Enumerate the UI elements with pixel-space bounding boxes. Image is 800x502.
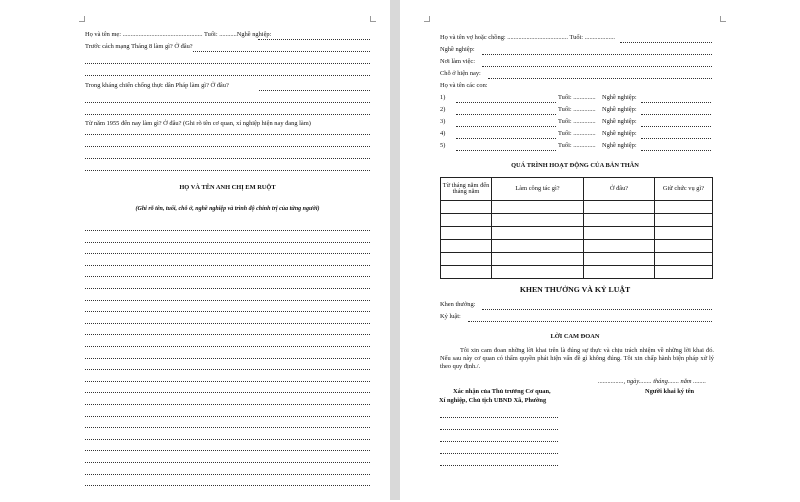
answer-line bbox=[85, 416, 370, 417]
date-line: ................, ngày........ tháng....... năm ........ bbox=[598, 378, 706, 385]
form-page-left bbox=[85, 22, 370, 502]
answer-line bbox=[85, 358, 370, 359]
answer-line bbox=[85, 427, 370, 428]
table-cell[interactable] bbox=[655, 266, 713, 279]
answer-line bbox=[85, 381, 370, 382]
workplace-label: Nơi làm việc: bbox=[440, 58, 475, 65]
table-cell[interactable] bbox=[655, 253, 713, 266]
certifier-line-2: Xí nghiệp, Chủ tịch UBND Xã, Phường bbox=[439, 397, 547, 404]
table-header-row bbox=[441, 178, 713, 201]
answer-line bbox=[85, 63, 370, 64]
answer-line bbox=[85, 462, 370, 463]
child-name-line bbox=[456, 150, 556, 151]
child-job-line bbox=[641, 102, 711, 103]
child-job: Nghề nghiệp: bbox=[602, 94, 637, 101]
child-row bbox=[430, 119, 720, 129]
child-age: Tuổi: .............. bbox=[558, 94, 596, 101]
child-name-line bbox=[456, 102, 556, 103]
child-row bbox=[430, 95, 720, 105]
child-name-line bbox=[456, 126, 556, 127]
table-cell[interactable] bbox=[492, 240, 584, 253]
table-cell[interactable] bbox=[584, 227, 655, 240]
answer-line bbox=[85, 392, 370, 393]
answer-line bbox=[85, 75, 370, 76]
siblings-title: HỌ VÀ TÊN ANH CHỊ EM RUỘT bbox=[179, 184, 276, 191]
occupation-label: Nghề nghiệp: bbox=[440, 46, 475, 53]
question-before-august: Trước cách mạng Tháng 8 làm gì? Ở đâu? bbox=[85, 43, 193, 50]
mother-line: Họ và tên mẹ: .................................................. Tuổi: ...........Nghề nghiệp: bbox=[85, 31, 272, 38]
answer-line bbox=[85, 346, 370, 347]
child-age: Tuổi: .............. bbox=[558, 118, 596, 125]
table-row bbox=[441, 201, 713, 214]
pledge-title: LỜI CAM ĐOAN bbox=[550, 333, 600, 340]
pledge-text: Tôi xin cam đoan những lời khai trên là đúng sự thực và chịu trách nhiệm về những lời khai đó. Nếu sau này cơ quan có thẩm quyền phát hiện vấn đề gì không đúng. Tôi xin chấp hành biện pháp xử lý theo quy định./. bbox=[440, 347, 714, 370]
child-row bbox=[430, 143, 720, 153]
answer-line bbox=[482, 66, 712, 67]
certifier-line bbox=[440, 453, 558, 454]
table-cell[interactable] bbox=[492, 266, 584, 279]
table-cell[interactable] bbox=[492, 227, 584, 240]
question-since-1955: Từ năm 1955 đến nay làm gì? Ở đâu? (Ghi rõ tên cơ quan, xí nghiệp hiện nay đang làm) bbox=[85, 120, 311, 127]
answer-line bbox=[85, 114, 370, 115]
child-row bbox=[430, 107, 720, 117]
activity-title: QUÁ TRÌNH HOẠT ĐỘNG CỦA BẢN THÂN bbox=[511, 162, 639, 169]
child-number: 3) bbox=[440, 118, 446, 125]
table-cell[interactable] bbox=[584, 240, 655, 253]
answer-line bbox=[85, 102, 370, 103]
corner-mark bbox=[79, 16, 85, 22]
child-age: Tuổi: .............. bbox=[558, 142, 596, 149]
child-number: 1) bbox=[440, 94, 446, 101]
table-cell[interactable] bbox=[441, 201, 492, 214]
answer-line bbox=[85, 134, 370, 135]
certifier-line bbox=[440, 417, 558, 418]
answer-line bbox=[85, 230, 370, 231]
discipline-label: Kỷ luật: bbox=[440, 313, 461, 320]
child-name-line bbox=[456, 114, 556, 115]
table-cell[interactable] bbox=[655, 227, 713, 240]
corner-mark bbox=[424, 16, 430, 22]
table-cell[interactable] bbox=[441, 214, 492, 227]
table-row bbox=[441, 227, 713, 240]
child-name-line bbox=[456, 138, 556, 139]
table-row bbox=[441, 214, 713, 227]
certifier-line bbox=[440, 429, 558, 430]
child-job: Nghề nghiệp: bbox=[602, 106, 637, 113]
page-separator bbox=[390, 0, 400, 500]
corner-mark bbox=[370, 16, 376, 22]
question-resistance: Trong kháng chiến chống thực dân Pháp làm gì? Ở đâu? bbox=[85, 82, 229, 89]
child-job: Nghề nghiệp: bbox=[602, 118, 637, 125]
spouse-line: Họ và tên vợ hoặc chồng: ...................................... Tuổi: ................... bbox=[440, 34, 616, 41]
answer-line bbox=[85, 369, 370, 370]
child-number: 2) bbox=[440, 106, 446, 113]
spouse-line-fill bbox=[620, 42, 712, 43]
child-job: Nghề nghiệp: bbox=[602, 142, 637, 149]
table-cell[interactable] bbox=[492, 253, 584, 266]
certifier-line-1: Xác nhận của Thủ trưởng Cơ quan, bbox=[453, 388, 551, 395]
answer-line bbox=[85, 288, 370, 289]
table-cell[interactable] bbox=[441, 227, 492, 240]
children-label: Họ và tên các con: bbox=[440, 82, 488, 89]
answer-line bbox=[85, 265, 370, 266]
table-cell[interactable] bbox=[655, 201, 713, 214]
answer-line bbox=[85, 439, 370, 440]
rewards-title: KHEN THƯỞNG VÀ KỶ LUẬT bbox=[519, 285, 631, 294]
table-row bbox=[441, 266, 713, 279]
answer-line bbox=[85, 146, 370, 147]
answer-line bbox=[85, 158, 370, 159]
child-number: 4) bbox=[440, 130, 446, 137]
answer-line bbox=[85, 485, 370, 486]
answer-line bbox=[482, 309, 712, 310]
answer-line bbox=[85, 334, 370, 335]
answer-line bbox=[259, 90, 370, 91]
siblings-note: (Ghi rõ tên, tuổi, chỗ ở, nghề nghiệp và trình độ chính trị của từng người) bbox=[135, 206, 320, 212]
table-cell[interactable] bbox=[655, 240, 713, 253]
answer-line bbox=[85, 253, 370, 254]
child-job-line bbox=[641, 126, 711, 127]
child-age: Tuổi: .............. bbox=[558, 130, 596, 137]
table-cell[interactable] bbox=[584, 201, 655, 214]
table-cell[interactable] bbox=[655, 214, 713, 227]
table-row bbox=[441, 253, 713, 266]
answer-line bbox=[85, 242, 370, 243]
child-job-line bbox=[641, 138, 711, 139]
activity-table bbox=[440, 177, 713, 279]
answer-line bbox=[85, 323, 370, 324]
child-job-line bbox=[641, 150, 711, 151]
answer-line bbox=[85, 300, 370, 301]
col-period: Từ tháng năm đến tháng năm bbox=[441, 178, 492, 201]
declarant-label: Người khai ký tên bbox=[645, 388, 695, 395]
answer-line bbox=[85, 450, 370, 451]
table-cell[interactable] bbox=[441, 253, 492, 266]
child-job-line bbox=[641, 114, 711, 115]
table-cell[interactable] bbox=[441, 240, 492, 253]
col-place: Ở đâu? bbox=[584, 178, 655, 201]
child-number: 5) bbox=[440, 142, 446, 149]
table-cell[interactable] bbox=[584, 253, 655, 266]
reward-label: Khen thưởng: bbox=[440, 301, 476, 308]
child-job: Nghề nghiệp: bbox=[602, 130, 637, 137]
answer-line bbox=[468, 321, 712, 322]
table-cell[interactable] bbox=[441, 266, 492, 279]
table-cell[interactable] bbox=[492, 214, 584, 227]
answer-line bbox=[85, 276, 370, 277]
table-cell[interactable] bbox=[584, 214, 655, 227]
table-cell[interactable] bbox=[492, 201, 584, 214]
mother-line-fill bbox=[258, 39, 370, 40]
answer-line bbox=[193, 51, 370, 52]
col-work: Làm công tác gì? bbox=[492, 178, 584, 201]
answer-line bbox=[85, 311, 370, 312]
answer-line bbox=[85, 170, 370, 171]
answer-line bbox=[85, 404, 370, 405]
answer-line bbox=[482, 54, 712, 55]
answer-line bbox=[488, 78, 712, 79]
col-position: Giữ chức vụ gì? bbox=[655, 178, 713, 201]
table-cell[interactable] bbox=[584, 266, 655, 279]
child-age: Tuổi: .............. bbox=[558, 106, 596, 113]
table-row bbox=[441, 240, 713, 253]
certifier-line bbox=[440, 441, 558, 442]
form-page-right bbox=[430, 22, 720, 502]
corner-mark bbox=[720, 16, 726, 22]
child-row bbox=[430, 131, 720, 141]
answer-line bbox=[85, 474, 370, 475]
certifier-line bbox=[440, 465, 558, 466]
residence-label: Chỗ ở hiện nay: bbox=[440, 70, 481, 77]
